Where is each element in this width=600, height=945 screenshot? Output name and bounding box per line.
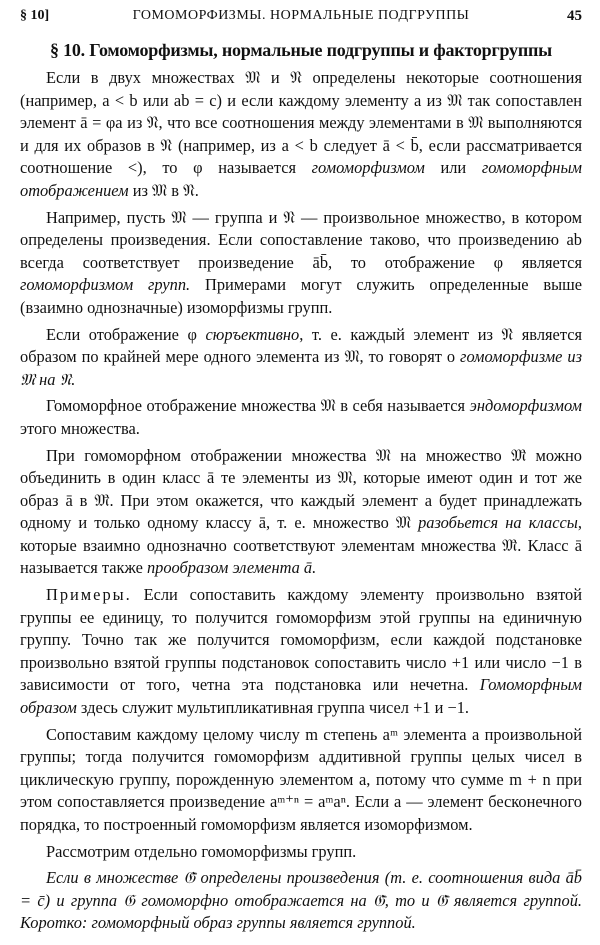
text: Например, пусть 𝔐 — группа и 𝔑 — произвольное множество, в котором определены произведения. Если сопоставление таково, что произведению ab всегда соответствует произведение āb̄, то отображение φ является [20, 207, 582, 272]
paragraph-powers [20, 724, 582, 837]
paragraph-definition [20, 67, 582, 203]
paragraph-endomorphism [20, 395, 582, 440]
term-homomorphic-mapping: гомоморфным отображением [20, 158, 583, 200]
paragraph-group-homomorphisms [20, 841, 582, 864]
term-surjective: сюръективно [205, 324, 300, 344]
text: Гомоморфное отображение множества 𝔐 в себя называется [46, 396, 470, 416]
term-homomorphism-onto: гомоморфизме из 𝔐 на 𝔑. [20, 347, 582, 389]
text: При гомоморфном отображении множества 𝔐 на множество 𝔐̄ можно объединить в один класс ā те элементы из 𝔐, которые имеют один и тот же образ ā в 𝔐̄. При этом окажется, что каждый элемент a будет принадлежать одному и только одному классу ā, т. е. множество 𝔐 [20, 445, 582, 533]
theorem-statement [20, 867, 582, 935]
term-partition: разобьется на классы [418, 513, 578, 533]
page-number: 45 [567, 8, 582, 24]
term-homomorphism: гомоморфизмом [311, 158, 425, 178]
text: Если в множестве 𝔊̄ определены произведения (т. е. соотношения вида āb̄ = c̄) и группа 𝔊 гомоморфно отображается на 𝔊̄, то и 𝔊̄ является группой. Коротко: гомоморфный образ группы является группой. [20, 868, 582, 933]
paragraph-group-example [20, 207, 582, 320]
section-mark: § 10] [20, 8, 50, 23]
paragraph-examples [20, 584, 582, 720]
running-head [20, 8, 582, 28]
page-content [20, 40, 582, 935]
text: , т. е. каждый элемент из 𝔑 является образом по крайней мере одного элемента из 𝔐, то говорят о [20, 324, 583, 367]
paragraph-classes [20, 445, 582, 581]
term-group-homomorphism: гомоморфизмом групп. [20, 275, 191, 295]
text: из 𝔐 в 𝔑. [128, 180, 199, 200]
paragraph-surjective [20, 324, 582, 392]
section-title: § 10. Гомоморфизмы, нормальные подгруппы и факторгруппы [49, 40, 553, 60]
examples-lead: Примеры. [46, 585, 132, 605]
running-title: ГОМОМОРФИЗМЫ. НОРМАЛЬНЫЕ ПОДГРУППЫ [132, 8, 470, 23]
text: этого множества. [20, 418, 140, 438]
text: , которые взаимно однозначно соответствуют элементам множества 𝔐̄. Класс ā называется также [20, 513, 582, 578]
text: Если в двух множествах 𝔐 и 𝔑 определены некоторые соотношения (например, a < b или ab = c) и если каждому элементу a из 𝔐 так сопоставлен элемент ā = φa из 𝔑, что все соотношения между элементами в 𝔐 выполняются и для их образов в 𝔑 (например, из a < b следует ā < b̄, если рассматривается соотношение <), то φ называется [20, 68, 582, 178]
text: Рассмотрим отдельно гомоморфизмы групп. [46, 841, 357, 861]
text: или [424, 158, 482, 178]
text: Сопоставим каждому целому числу m степень aᵐ элемента a произвольной группы; тогда получится гомоморфизм аддитивной группы целых чисел в циклическую группу, порожденную элементом a, потому что сумме m + n при этом сопоставляется произведение aᵐ⁺ⁿ = aᵐaⁿ. Если a — элемент бесконечного порядка, то построенный гомоморфизм является изоморфизмом. [20, 724, 582, 834]
text: Если отображение φ [46, 324, 206, 344]
text: Примерами могут служить определенные выше (взаимно однозначные) изоморфизмы групп. [20, 275, 582, 317]
text: здесь служит мультипликативная группа чисел +1 и −1. [76, 698, 470, 718]
text: Если сопоставить каждому элементу произвольно взятой группы ее единицу, то получится гомоморфизм этой группы на единичную группу. Точно так же получится гомоморфизм, если каждой подстановке произвольно взятой группы подстановок сопоставить число +1 или число −1 в зависимости от того, четна эта подстановка или нечетна. [20, 585, 582, 695]
term-preimage: прообразом элемента ā. [146, 558, 317, 578]
term-endomorphism: эндоморфизмом [469, 396, 582, 416]
term-homomorphic-image: Гомоморфным образом [20, 675, 582, 718]
